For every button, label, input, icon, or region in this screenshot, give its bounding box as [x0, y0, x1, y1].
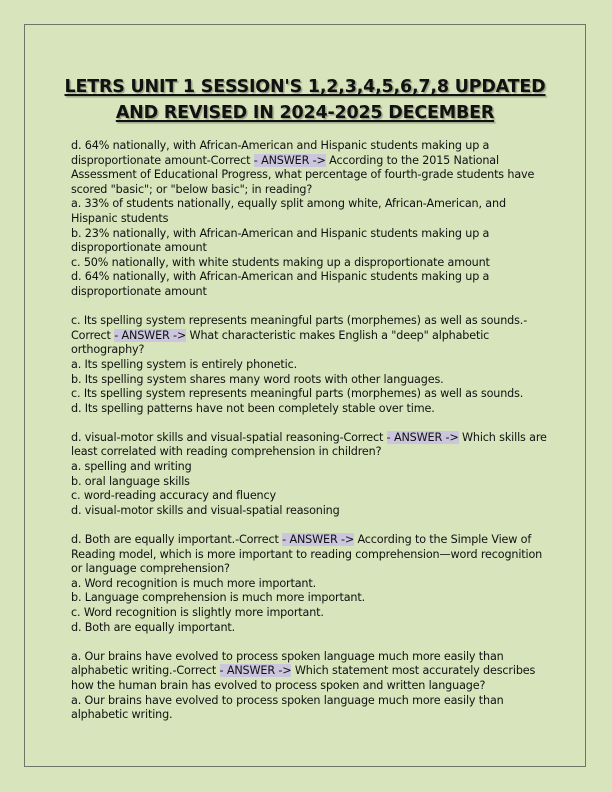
option-item: d. Its spelling patterns have not been completely stable over time.: [71, 401, 435, 415]
option-item: c. Word recognition is slightly more important.: [71, 606, 324, 619]
correct-answer-text: c. Its spelling system represents meaningful parts (morphemes) as well as sounds.-Correct: [71, 314, 528, 342]
option-item: a. Our brains have evolved to process spoken language much more easily than alphabetic writing.: [71, 693, 504, 722]
option-item: c. 50% nationally, with white students making up a disproportionate amount: [71, 255, 490, 269]
qa-stem: [71, 533, 549, 577]
question-text: Which statement most accurately describes how the human brain has evolved to process spoken and written language?: [71, 664, 536, 692]
option-item: d. 64% nationally, with African-American and Hispanic students making up a disproportionate amount: [71, 270, 490, 298]
question-text: According to the 2015 National Assessment of Educational Progress, what percentage of fourth-grade students have scored "basic"; or "below basic"; in reading?: [71, 153, 535, 196]
question-text: Which skills are least correlated with reading comprehension in children?: [71, 430, 547, 459]
answer-marker: - ANSWER ->: [114, 328, 187, 342]
qa-stem: [71, 314, 549, 358]
answer-marker: - ANSWER ->: [253, 153, 326, 167]
correct-answer-text: d. visual-motor skills and visual-spatial reasoning-Correct: [71, 430, 384, 444]
option-item: c. Its spelling system represents meaningful parts (morphemes) as well as sounds.: [71, 387, 524, 401]
option-item: b. 23% nationally, with African-American and Hispanic students making up a disproportionate amount: [71, 226, 490, 255]
qa-content: [71, 139, 549, 737]
correct-answer-text: d. 64% nationally, with African-American and Hispanic students making up a disproportionate amount-Correct: [71, 139, 490, 167]
option-item: b. oral language skills: [71, 474, 190, 488]
correct-answer-text: a. Our brains have evolved to process spoken language much more easily than alphabetic writing.-Correct: [71, 649, 504, 678]
answer-marker: - ANSWER ->: [386, 430, 459, 444]
option-item: a. Word recognition is much more important.: [71, 576, 316, 590]
document-title: [24, 74, 586, 126]
answer-marker: - ANSWER ->: [219, 664, 292, 678]
question-text: What characteristic makes English a "deep" alphabetic orthography?: [71, 328, 490, 357]
qa-block: [71, 650, 549, 723]
title-line-1: LETRS UNIT 1 SESSION'S 1,2,3,4,5,6,7,8 UPDATED: [64, 77, 546, 97]
option-item: c. word-reading accuracy and fluency: [71, 489, 276, 503]
correct-answer-text: d. Both are equally important.-Correct: [71, 533, 279, 547]
qa-stem: [71, 650, 549, 694]
question-text: According to the Simple View of Reading model, which is more important to reading comprehension—word recognition or language comprehension?: [71, 533, 543, 576]
option-item: d. visual-motor skills and visual-spatial reasoning: [71, 503, 340, 517]
qa-block: [71, 314, 549, 416]
option-item: b. Language comprehension is much more important.: [71, 591, 365, 605]
option-item: d. Both are equally important.: [71, 620, 236, 634]
qa-stem: [71, 139, 549, 197]
option-item: b. Its spelling system shares many word roots with other languages.: [71, 372, 444, 386]
qa-block: [71, 533, 549, 635]
option-item: a. spelling and writing: [71, 460, 192, 474]
qa-stem: [71, 431, 549, 460]
qa-block: [71, 431, 549, 519]
title-line-2: AND REVISED IN 2024-2025 DECEMBER: [115, 103, 495, 123]
answer-marker: - ANSWER ->: [282, 533, 355, 547]
option-item: a. Its spelling system is entirely phonetic.: [71, 357, 298, 371]
qa-block: [71, 139, 549, 300]
option-item: a. 33% of students nationally, equally split among white, African-American, and Hispanic students: [71, 197, 506, 225]
